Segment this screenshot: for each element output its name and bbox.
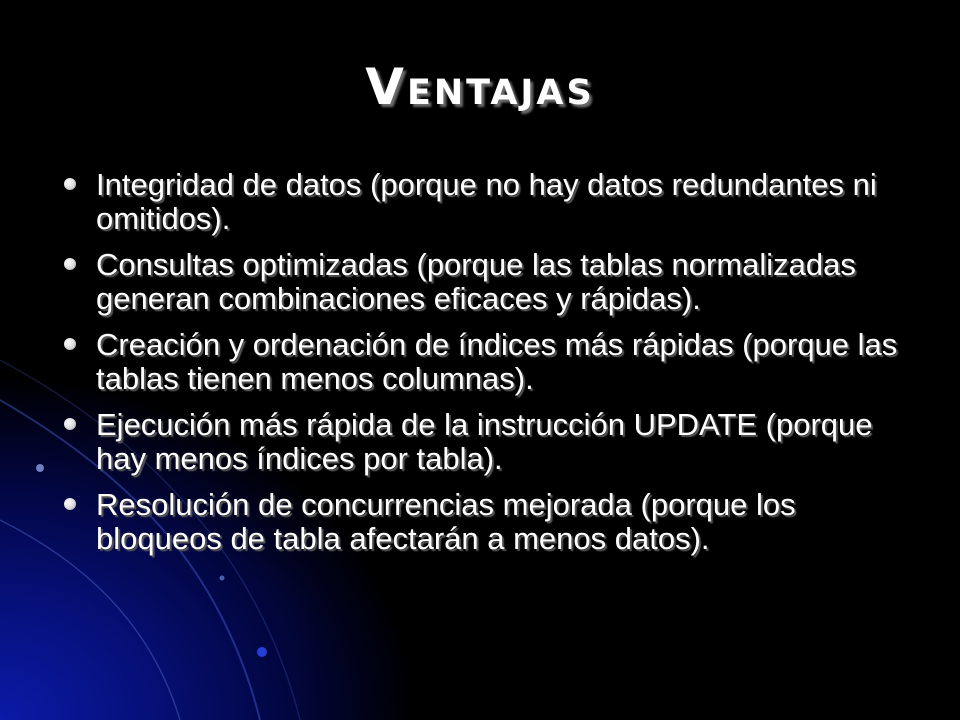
bullet-text: Creación y ordenación de índices más rápidas (porque las tablas tienen menos columnas).: [96, 327, 898, 396]
bullet-icon: [64, 178, 76, 190]
bullet-item: [62, 248, 912, 316]
bullet-item: [62, 408, 912, 476]
bullet-text: Ejecución más rápida de la instrucción UPDATE (porque hay menos índices por tabla).: [96, 407, 873, 476]
bullet-icon: [64, 338, 76, 350]
bullet-text: Consultas optimizadas (porque las tablas normalizadas generan combinaciones eficaces y rápidas).: [96, 247, 856, 316]
bullet-text: Integridad de datos (porque no hay datos redundantes ni omitidos).: [96, 167, 877, 236]
bullet-text: Resolución de concurrencias mejorada (porque los bloqueos de tabla afectarán a menos datos).: [96, 487, 796, 556]
slide-title: Ventajas: [365, 58, 595, 116]
decor-dot: [257, 647, 267, 657]
bullet-item: [62, 328, 912, 396]
bullet-list: [62, 168, 912, 568]
bullet-icon: [64, 498, 76, 510]
bullet-item: [62, 488, 912, 556]
bullet-icon: [64, 418, 76, 430]
bullet-item: [62, 168, 912, 236]
decor-dot: [36, 464, 44, 472]
bullet-icon: [64, 258, 76, 270]
decor-dot: [220, 576, 225, 581]
